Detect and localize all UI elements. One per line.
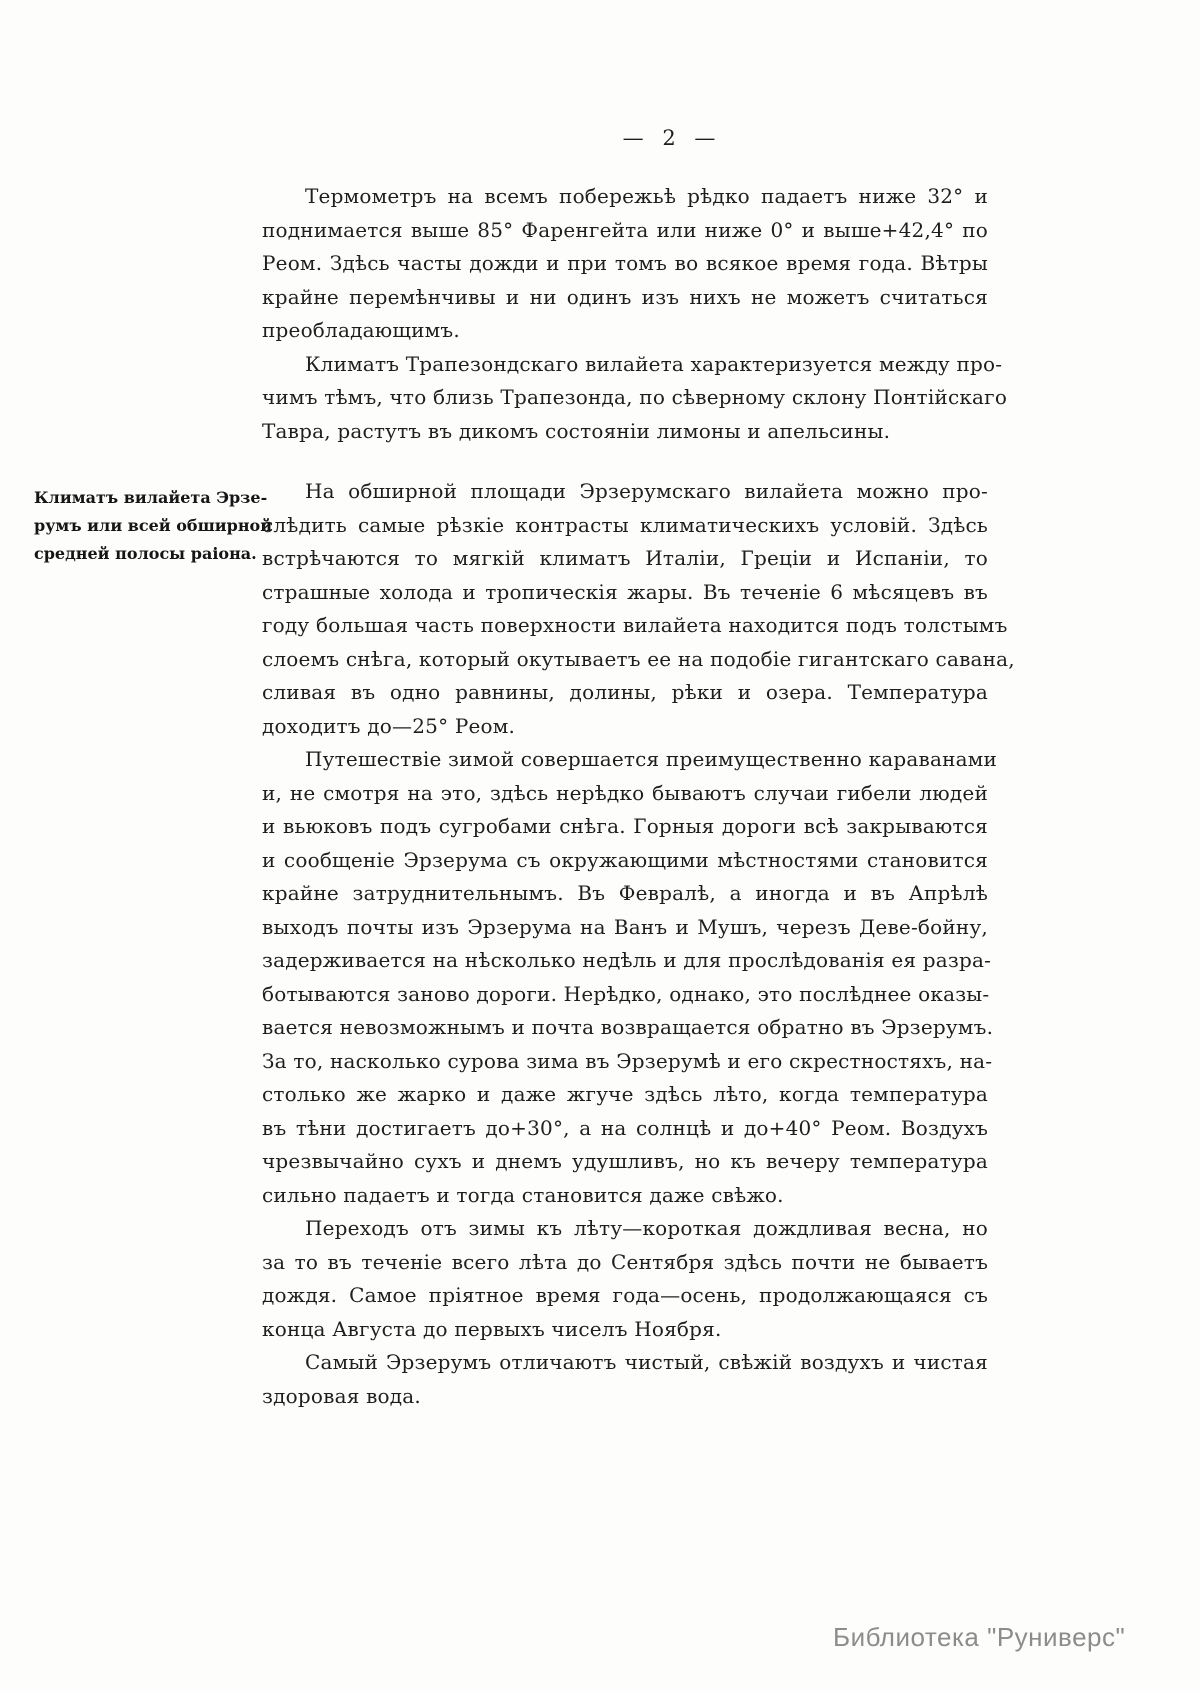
text-line: За то, насколько сурова зима въ Эрзерумѣ и его скрестностяхъ, на- bbox=[262, 1048, 993, 1073]
text-line: Тавра, растутъ въ дикомъ состояніи лимоны и апельсины. bbox=[262, 418, 891, 443]
text-line: столько же жарко и даже жгуче здѣсь лѣто, когда температура bbox=[262, 1082, 988, 1106]
text-line: конца Августа до первыхъ чиселъ Ноября. bbox=[262, 1316, 722, 1341]
body-text bbox=[262, 180, 1015, 1413]
text-line: и, не смотря на это, здѣсь нерѣдко бываютъ случаи гибели людей bbox=[262, 780, 988, 805]
text-line: дождя. Самое пріятное время года—осень, продолжающаяся съ bbox=[262, 1283, 988, 1307]
text-line: выходъ почты изъ Эрзерума на Ванъ и Мушъ, черезъ Деве-бойну, bbox=[262, 914, 988, 939]
margin-note-line: румъ или всей обширной bbox=[34, 516, 273, 535]
paragraph bbox=[262, 1212, 988, 1346]
text-line: крайне перемѣнчивы и ни одинъ изъ нихъ не можетъ считаться bbox=[262, 284, 988, 309]
text-line: На обширной площади Эрзерумскаго вилайета можно про- bbox=[305, 479, 988, 503]
margin-note-line: Климатъ вилайета Эрзе- bbox=[34, 488, 268, 507]
margin-note-line: средней полосы раіона. bbox=[34, 544, 257, 563]
text-line: году большая часть поверхности вилайета находится подъ толстымъ bbox=[262, 613, 1008, 637]
paragraph bbox=[262, 180, 988, 348]
text-line: слѣдить самые рѣзкіе контрасты климатическихъ условій. Здѣсь bbox=[262, 512, 988, 537]
text-line: ботываются заново дороги. Нерѣдко, однако, это послѣднее оказы- bbox=[262, 981, 990, 1006]
text-line: задерживается на нѣсколько недѣль и для прослѣдованія ея разра- bbox=[262, 948, 992, 972]
text-line: и сообщеніе Эрзерума съ окружающими мѣстностями становится bbox=[262, 847, 988, 872]
text-line: Самый Эрзерумъ отличаютъ чистый, свѣжій воздухъ и чистая bbox=[305, 1350, 988, 1374]
text-line: сливая въ одно равнины, долины, рѣки и озера. Температура bbox=[262, 680, 988, 704]
library-watermark: Библиотека "Руниверс" bbox=[833, 1622, 1126, 1652]
text-line: Путешествіе зимой совершается преимущественно караванами bbox=[305, 747, 998, 771]
text-line: Термометръ на всемъ побережьѣ рѣдко падаетъ ниже 32° и bbox=[305, 184, 988, 208]
text-line: здоровая вода. bbox=[262, 1383, 421, 1408]
text-line: Переходъ отъ зимы къ лѣту—короткая дождливая весна, но bbox=[305, 1216, 988, 1240]
text-line: Реом. Здѣсь часты дожди и при томъ во всякое время года. Вѣтры bbox=[262, 251, 988, 275]
paragraph bbox=[262, 1346, 988, 1413]
text-line: Климатъ Трапезондскаго вилайета характеризуется между про- bbox=[305, 351, 1003, 376]
text-line: встрѣчаются то мягкій климатъ Италіи, Греціи и Испаніи, то bbox=[262, 546, 988, 570]
text-line: крайне затруднительнымъ. Въ Февралѣ, а иногда и въ Апрѣлѣ bbox=[262, 881, 988, 905]
paragraph bbox=[262, 743, 998, 1212]
text-line: въ тѣни достигаетъ до+30°, а на солнцѣ и до+40° Реом. Воздухъ bbox=[262, 1115, 988, 1140]
text-line: чрезвычайно сухъ и днемъ удушливъ, но къ вечеру температура bbox=[262, 1149, 988, 1173]
text-line: за то въ теченіе всего лѣта до Сентября здѣсь почти не бываетъ bbox=[262, 1249, 988, 1274]
text-line: чимъ тѣмъ, что близь Трапезонда, по сѣверному склону Понтійскаго bbox=[262, 385, 1008, 409]
page-number: — 2 — bbox=[622, 126, 722, 150]
text-line: вается невозможнымъ и почта возвращается обратно въ Эрзерумъ. bbox=[262, 1015, 994, 1039]
text-line: страшные холода и тропическія жары. Въ теченіе 6 мѣсяцевъ въ bbox=[262, 579, 988, 604]
text-line: преобладающимъ. bbox=[262, 318, 460, 342]
text-line: доходитъ до—25° Реом. bbox=[262, 713, 516, 738]
text-line: сильно падаетъ и тогда становится даже свѣжо. bbox=[262, 1182, 784, 1207]
text-line: поднимается выше 85° Фаренгейта или ниже 0° и выше+42,4° по bbox=[262, 217, 988, 242]
margin-note bbox=[34, 484, 273, 568]
paragraph bbox=[262, 475, 1015, 743]
paragraph bbox=[262, 348, 1008, 449]
text-line: и вьюковъ подъ сугробами снѣга. Горныя дороги всѣ закрываются bbox=[262, 814, 988, 838]
text-line: слоемъ снѣга, который окутываетъ ее на подобіе гигантскаго савана, bbox=[262, 646, 1015, 671]
